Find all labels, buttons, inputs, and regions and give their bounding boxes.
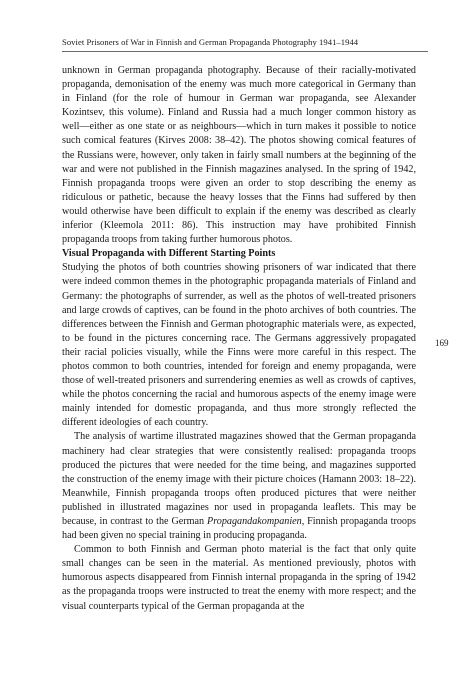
paragraph-1: unknown in German propaganda photography. Because of their racially-motivated propaganda, demonisation of the enemy was much more categorical in Germany than in Finland (for the role of humour in German war propaganda, see Alexander Kozintsev, this volume). Finland and Russia had a much longer common history as well—either as one state or as neighbours—which in turn makes it possible to notice such comical features (Kirves 2008: 38–42). The photos showing comical features of the Russians were, however, only taken in fairly small numbers at the beginning of the war and were not published in the Finnish magazines analysed. In the spring of 1942, Finnish propaganda troops were given an order to stop describing the enemy as ridiculous or pathetic, because the heavy losses that the Finns had suffered by then would otherwise have been difficult to explain if the enemy was described as clearly inferior (Kleemola 2011: 86). This instruction may have prohibited Finnish propaganda troops from taking further humorous photos. (62, 65, 416, 246)
body-text (62, 64, 416, 614)
paragraph-3-text-a: The analysis of wartime illustrated magazines showed that the German propaganda machinery had clear strategies that were consistently realised: propaganda troops produced the pictures that were needed for the time being, and magazines supported the construction of the enemy image with their picture choices (Hamann 2003: 18–22). Meanwhile, Finnish propaganda troops often produced pictures that were neither published in illustrated magazines nor used in propaganda leaflets. This may be because, in contrast to the German (62, 431, 416, 527)
section-heading: Visual Propaganda with Different Starting Points (62, 248, 276, 260)
paragraph-3-italic: Propagandakompanien (207, 516, 302, 527)
paragraph-4: Common to both Finnish and German photo material is the fact that only quite small changes can be seen in the material. As mentioned previously, photos with humorous aspects disappeared from Finnish internal propaganda in the spring of 1942 as the propaganda troops were instructed to treat the enemy with more respect; and the visual counterparts typical of the German propaganda at the (62, 544, 416, 612)
paragraph-3-text-b: , Finnish propaganda troops had been given no special training in producing propaganda. (62, 516, 416, 542)
paragraph-3 (62, 430, 416, 543)
page-number: 169 (435, 338, 449, 348)
header-rule (62, 51, 428, 52)
paragraph-2: Studying the photos of both countries showing prisoners of war indicated that there were indeed common themes in the photographic propaganda materials of Finland and Germany: the photographs of surrender, as well as the photos of well-treated prisoners and large crowds of captives, can be found in the photo archives of both countries. The differences between the Finnish and German photographic materials were, as expected, to be found in the pictures concerning race. The Germans aggressively propagated their racial policies visually, while the Finns were more careful in this respect. The photos common to both countries, intended for foreign and enemy propaganda, were those of well-treated prisoners and surrendering enemies as well as crowds of captives, while the photos concerning the racial and humorous aspects of the enemy image were mainly intended for domestic propaganda, and thus more strongly reflected the different ideologies of each country. (62, 262, 416, 429)
running-header: Soviet Prisoners of War in Finnish and German Propaganda Photography 1941–1944 (62, 37, 359, 47)
